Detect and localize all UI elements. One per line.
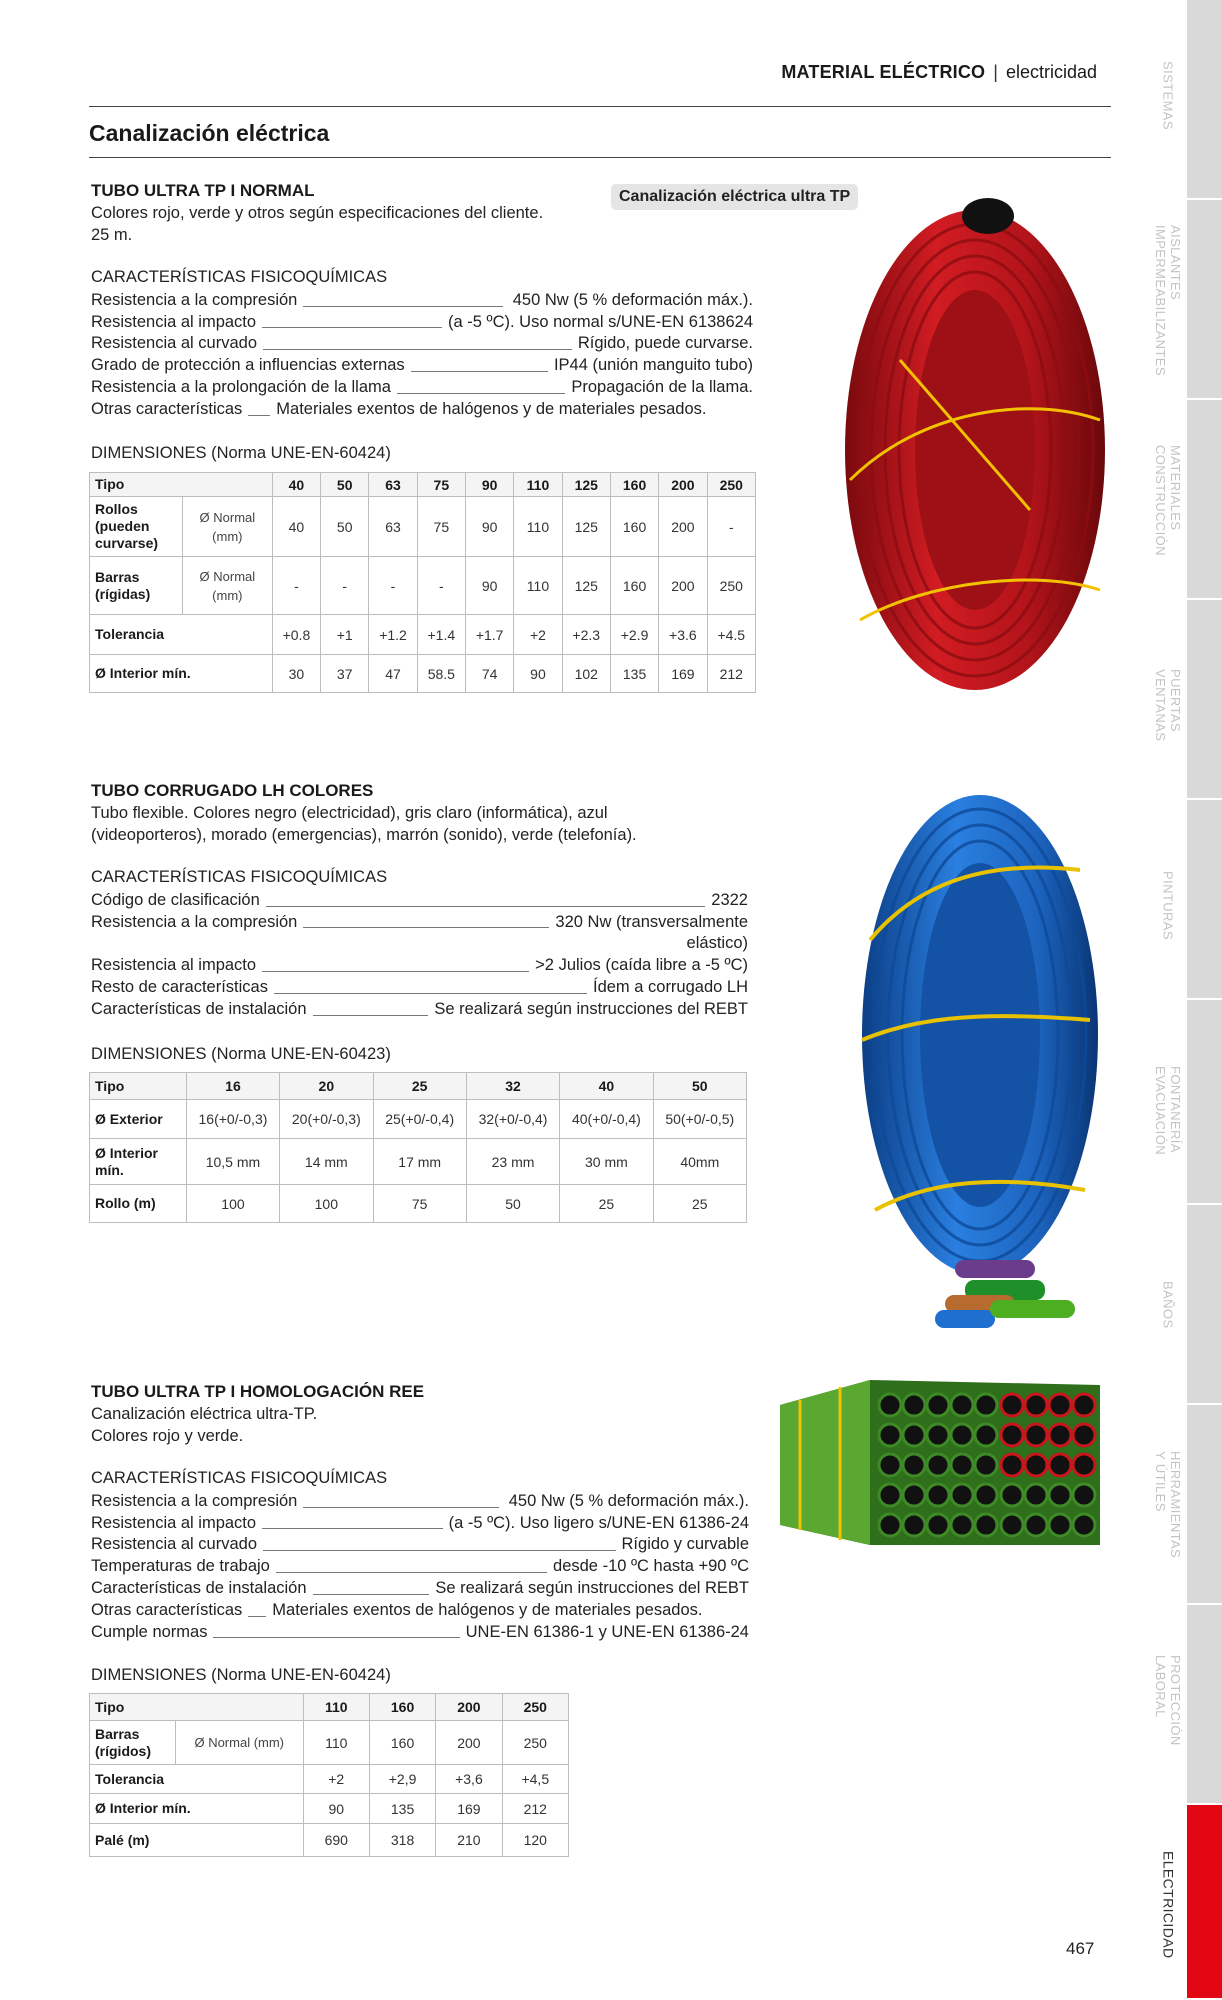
product2-title: TUBO CORRUGADO LH COLORES [91,781,374,800]
char-row: Resistencia al curvado Rígido y curvable [91,1535,749,1554]
red-tube-coil-image [830,180,1120,700]
product1-badge: Canalización eléctrica ultra TP [611,184,858,210]
product3-title: TUBO ULTRA TP I HOMOLOGACIÓN REE [91,1382,425,1401]
table-row: Ø Interior mín. 30 37 47 58.5 74 90 102 135 169 212 [90,655,756,693]
product3-characteristics: CARACTERÍSTICAS FISICOQUÍMICAS Resistencia a la compresión 450 Nw (5 % deformación máx.). Resistencia al impacto (a -5 ºC). Uso ligero s/UNE-EN 61386-24 Resistencia al curvado Rígido y curvable Temperaturas de trabajo desde -10 ºC hasta +90 ºC Características de instalación Se realizará según instrucciones del REBT Otras características Materiales exentos de halógenos y de materiales pesados. Cumple normas UNE-EN 61386-1 y UNE-EN 61386-24 [91,1468,749,1643]
char-row-continuation: elástico) [686,934,748,953]
title-rule [89,157,1111,158]
char-row: Resistencia al curvado Rígido, puede curvarse. [91,334,753,353]
header-category: electricidad [1005,62,1097,82]
table-row: Ø Interior mín. 90 135 169 212 [90,1794,569,1824]
table-row: Barras (rígidos) Ø Normal (mm) 110 160 200 250 [90,1721,569,1765]
page-number: 467 [1066,1939,1095,1958]
table-row: Ø Interior mín. 10,5 mm 14 mm 17 mm 23 mm 30 mm 40mm [90,1139,747,1185]
char-row: Resistencia a la prolongación de la llama Propagación de la llama. [91,377,753,396]
tab-label-banos: BAÑOS [1160,1281,1176,1329]
char-row: Grado de protección a influencias externas IP44 (unión manguito tubo) [91,356,753,375]
product3-dimensions-table [89,1693,569,1857]
char-row: Código de clasificación 2322 [91,890,748,909]
tab-label-herramientas: HERRAMIENTAS Y ÚTILES [1153,1451,1183,1559]
product1-description: Colores rojo, verde y otros según especificaciones del cliente. 25 m. [91,204,544,244]
char-row: Resistencia al impacto (a -5 ºC). Uso ligero s/UNE-EN 61386-24 [91,1513,749,1532]
table-row: Barras (rígidas) Ø Normal (mm) - - - - 90 110 125 160 200 250 [90,557,756,615]
table-row: Rollo (m) 100 100 75 50 25 25 [90,1185,747,1223]
char-row: Características de instalación Se realizará según instrucciones del REBT [91,1578,749,1597]
char-row: Otras características Materiales exentos de halógenos y de materiales pesados. [91,399,707,418]
char-row: Resistencia al impacto >2 Julios (caída libre a -5 ºC) [91,956,748,975]
product1-title: TUBO ULTRA TP I NORMAL [91,181,315,200]
header-rule [89,106,1111,107]
table-row: Rollos (pueden curvarse) Ø Normal (mm) 40 50 63 75 90 110 125 160 200 - [90,497,756,557]
char-row: Temperaturas de trabajo desde -10 ºC hasta +90 ºC [91,1557,749,1576]
tab-label-puertas: PUERTAS VENTANAS [1153,668,1183,742]
table-header-row: Tipo 40 50 63 75 90 110 125 160 200 250 [90,473,756,497]
tab-label-pinturas: PINTURAS [1160,870,1176,940]
page-title: Canalización eléctrica [89,120,330,146]
header-section: MATERIAL ELÉCTRICO [781,62,986,82]
product1-dimensions-title: DIMENSIONES (Norma UNE-EN-60424) [91,444,391,462]
char-row: Resistencia a la compresión 450 Nw (5 % deformación máx.). [91,1491,749,1510]
tab-label-proteccion: PROTECCIÓN LABORAL [1153,1654,1183,1746]
char-row: Resto de características Ídem a corrugado LH [91,977,748,996]
product3-description: Canalización eléctrica ultra-TP. Colores rojo y verde. [91,1405,318,1445]
product2-description: Tubo flexible. Colores negro (electricidad), gris claro (informática), azul (videoporteros), morado (emergencias), marrón (sonido), verde (telefonía). [91,804,637,844]
table-row: Tolerancia +0.8 +1 +1.2 +1.4 +1.7 +2 +2.3 +2.9 +3.6 +4.5 [90,615,756,655]
blue-tube-coil-image [850,780,1110,1340]
product2-characteristics: CARACTERÍSTICAS FISICOQUÍMICAS Código de clasificación 2322 Resistencia a la compresión 320 Nw (transversalmente elástico) Resistencia al impacto >2 Julios (caída libre a -5 ºC) Resto de características Ídem a corrugado LH Características de instalación Se realizará según instrucciones del REBT [91,867,748,1021]
product1-dimensions-table [89,472,756,693]
table-row: Ø Exterior 16(+0/-0,3) 20(+0/-0,3) 25(+0/-0,4) 32(+0/-0,4) 40(+0/-0,4) 50(+0/-0,5) [90,1100,747,1139]
char-row: Resistencia a la compresión 450 Nw (5 % deformación máx.). [91,290,753,309]
tab-label-materiales: MATERIALES CONSTRUCCIÓN [1153,444,1183,556]
char-row: Resistencia a la compresión 320 Nw (transversalmente [91,912,748,931]
page-header [781,62,1097,83]
char-row: Características de instalación Se realizará según instrucciones del REBT [91,999,748,1018]
char-row: Otras características Materiales exentos de halógenos y de materiales pesados. [91,1600,703,1619]
table-header-row: Tipo 110 160 200 250 [90,1694,569,1721]
tube-pallet-image [780,1375,1100,1555]
tab-label-sistemas: SISTEMAS [1160,60,1176,130]
product2-dimensions-table [89,1072,747,1223]
char-row: Resistencia al impacto (a -5 ºC). Uso normal s/UNE-EN 6138624 [91,312,753,331]
table-row: Palé (m) 690 318 210 120 [90,1824,569,1857]
product3-dimensions-title: DIMENSIONES (Norma UNE-EN-60424) [91,1666,391,1684]
char-row: Cumple normas UNE-EN 61386-1 y UNE-EN 61386-24 [91,1622,749,1641]
header-divider: | [993,62,998,82]
tab-label-fontaneria: FONTANERÍA EVACUACIÓN [1153,1065,1183,1155]
table-row: Tolerancia +2 +2,9 +3,6 +4,5 [90,1765,569,1794]
table-header-row: Tipo 16 20 25 32 40 50 [90,1073,747,1100]
product1-characteristics: CARACTERÍSTICAS FISICOQUÍMICAS Resistencia a la compresión 450 Nw (5 % deformación máx.). Resistencia al impacto (a -5 ºC). Uso normal s/UNE-EN 6138624 Resistencia al curvado Rígido, puede curvarse. Grado de protección a influencias externas IP44 (unión manguito tubo) Resistencia a la prolongación de la llama Propagación de la llama. Otras características Materiales exentos de halógenos y de materiales pesados. [91,267,753,421]
tab-label-aislantes: AISLANTES IMPERMEABILIZANTES [1153,224,1183,376]
tab-label-electricidad: ELECTRICIDAD [1160,1851,1177,1959]
product2-dimensions-title: DIMENSIONES (Norma UNE-EN-60423) [91,1045,391,1063]
